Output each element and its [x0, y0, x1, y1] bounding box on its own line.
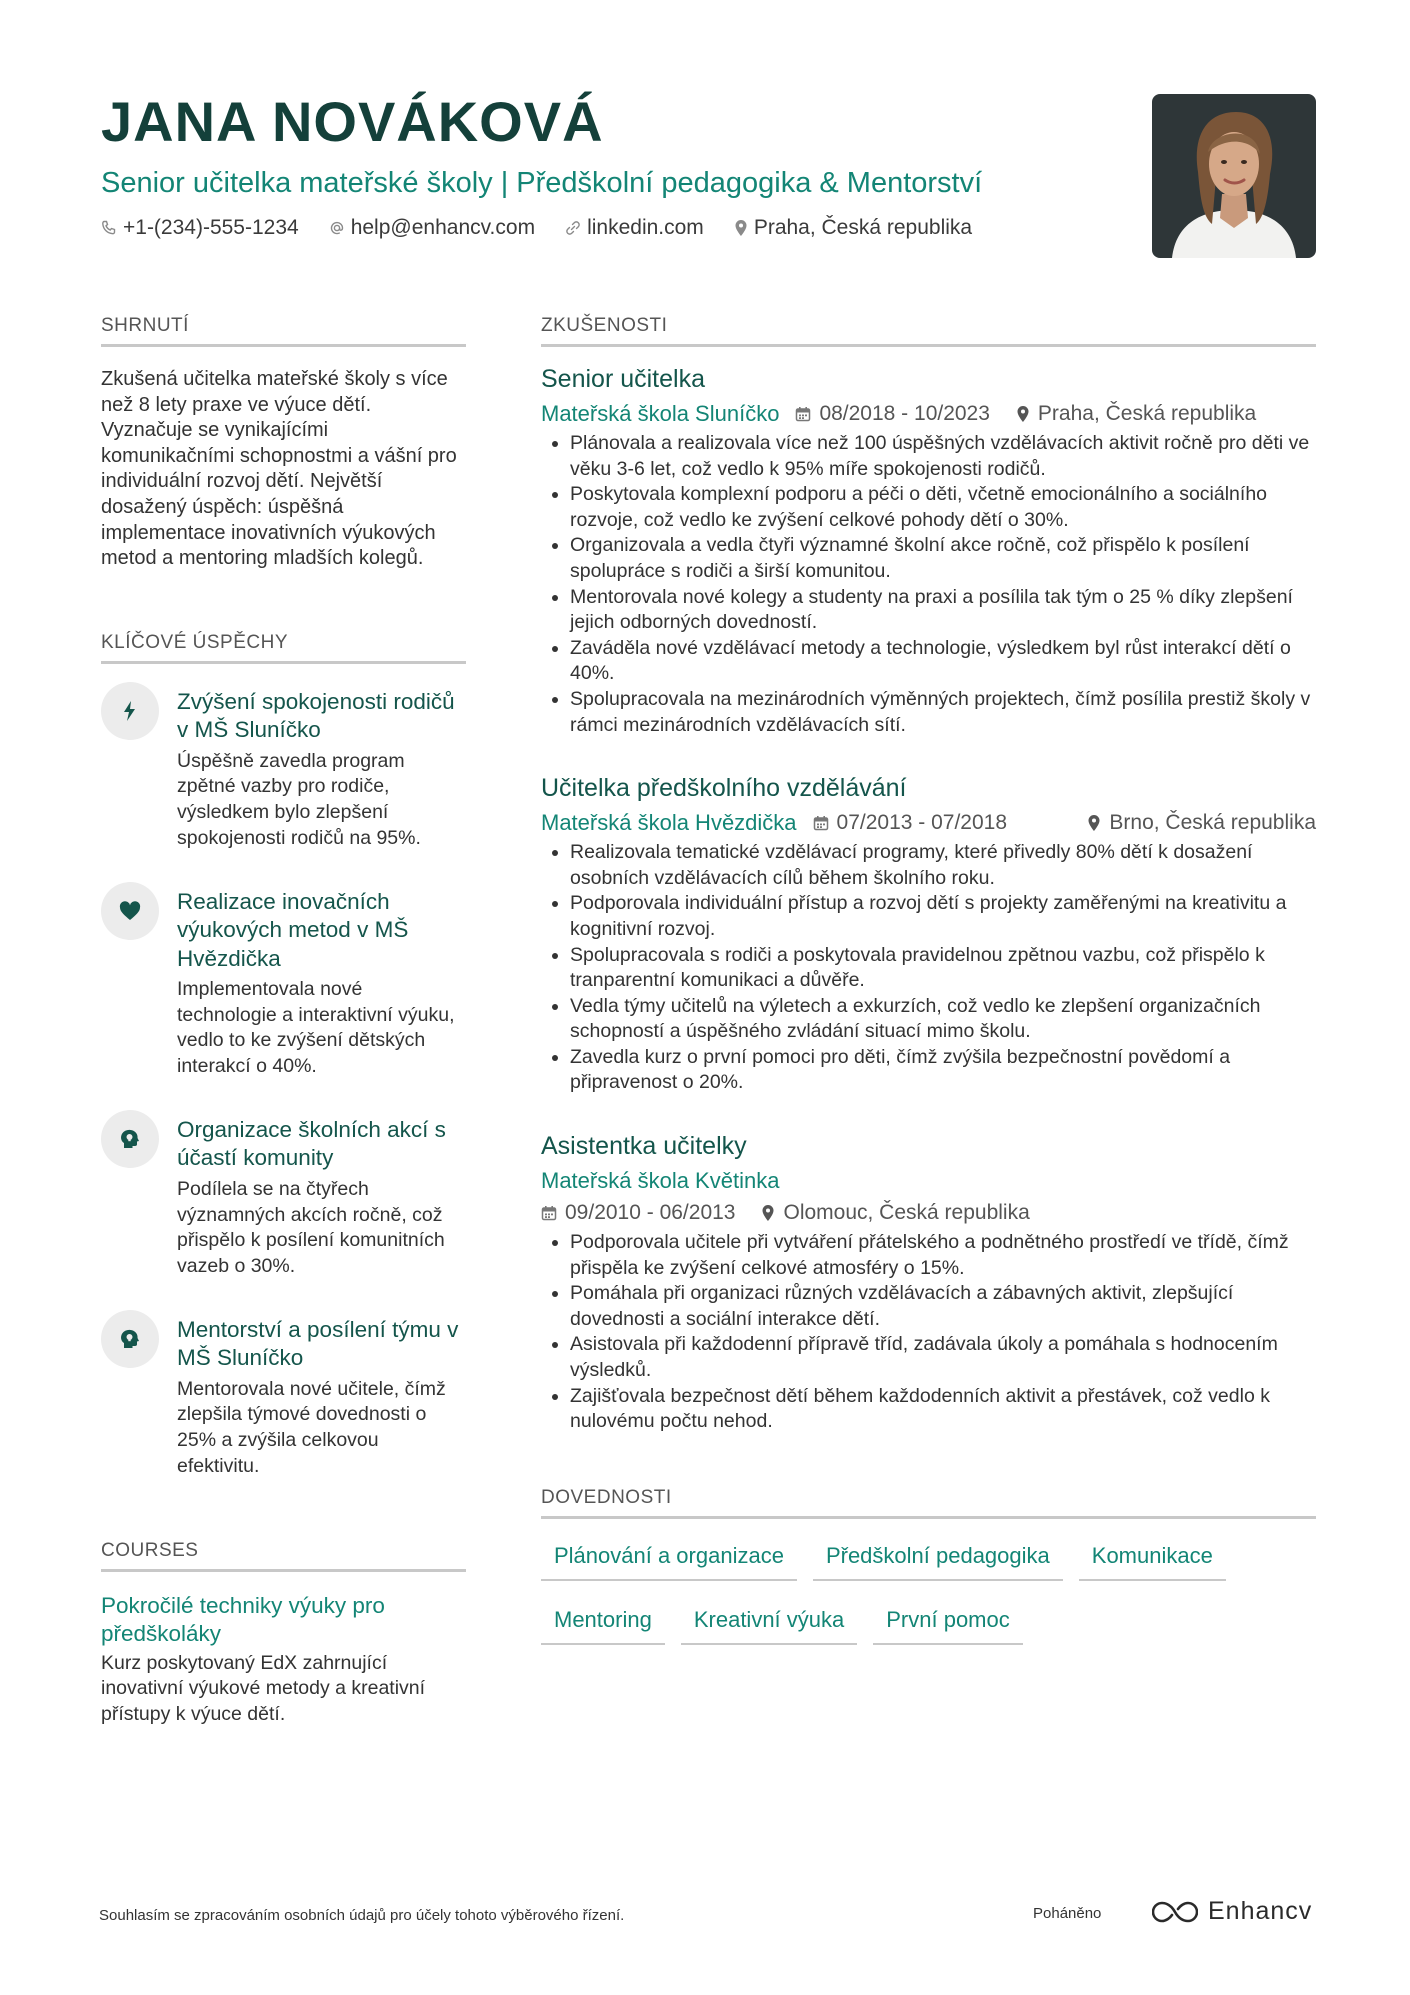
contact-phone[interactable]: [101, 216, 299, 240]
achievement-title: Mentorství a posílení týmu v MŠ Sluníčko: [177, 1316, 459, 1371]
summary-section: [101, 315, 466, 572]
bullet-item: • Spolupracovala s rodiči a poskytovala pravidelnou zpětnou vazbu, což přispělo k tranparentní komunikaci a důvěře.: [570, 943, 1316, 994]
job-dates-text: 08/2018 - 10/2023: [819, 402, 990, 425]
job-location: [761, 1198, 1029, 1228]
company-name: Mateřská škola Sluníčko: [541, 401, 780, 426]
bullet-item: • Pomáhala při organizaci různých vzdělávacích a zábavných aktivit, zlepšující dovednosti a sociální interakce dětí.: [570, 1281, 1316, 1332]
profile-photo: [1152, 94, 1316, 258]
location-pin-icon: [1016, 405, 1030, 423]
job-location: [1087, 808, 1316, 838]
calendar-icon: [795, 406, 811, 422]
achievement-title: Realizace inovačních výukových metod v MŠ Hvězdička: [177, 888, 409, 971]
experience-section: [541, 315, 1316, 1435]
resume-header: [101, 86, 1151, 240]
skill-tag: První pomoc: [873, 1605, 1023, 1645]
skills-section: [541, 1487, 1316, 1645]
achievement-desc: Implementovala nové technologie a interaktivní výuku, vedlo to ke zvýšení dětských interakcí o 40%.: [177, 978, 455, 1078]
email-text: help@enhancv.com: [350, 216, 536, 239]
heart-icon: [101, 882, 159, 940]
achievement-desc: Úspěšně zavedla program zpětné vazby pro rodiče, výsledkem bylo zlepšení spokojenosti rodičů na 95%.: [177, 749, 421, 849]
job-entry: [541, 363, 1316, 738]
course-title: Pokročilé techniky výuky pro předškoláky: [101, 1592, 385, 1646]
head-idea-icon: [101, 1310, 159, 1368]
job-bullets: [541, 1230, 1316, 1435]
bullet-item: • Zaváděla nové vzdělávací metody a technologie, výsledkem byl růst interakcí dětí o 40%.: [570, 636, 1316, 687]
link-icon: [565, 220, 581, 236]
job-title: Učitelka předškolního vzdělávání: [541, 774, 907, 803]
skills-heading: DOVEDNOSTI: [541, 1487, 1316, 1519]
company-name: Mateřská škola Květinka: [541, 1168, 780, 1194]
job-entry: [541, 772, 1316, 1096]
job-entry: [541, 1130, 1316, 1435]
bullet-item: • Zavedla kurz o první pomoci pro děti, čímž zvýšila bezpečnostní povědomí a připravenost o 20%.: [570, 1045, 1316, 1096]
skills-row: [541, 1541, 1316, 1581]
summary-text: Zkušená učitelka mateřské školy s více než 8 lety praxe ve výuce dětí. Vyznačuje se vynikajícími komunikačními schopnostmi a vášní pro individuální rozvoj dětí. Největší dosažený úspěch: úspěšná implementace inovativních výukových metod a mentoring mladších kolegů.: [101, 368, 457, 570]
bullet-item: • Asistovala při každodenní přípravě tříd, zadávala úkoly a pomáhala s hodnocením výsledků.: [570, 1332, 1316, 1383]
enhancv-logo-icon: [1152, 1900, 1198, 1924]
contact-email[interactable]: [329, 216, 535, 240]
company-name: Mateřská škola Hvězdička: [541, 810, 797, 836]
right-column: [541, 315, 1316, 1645]
enhancv-logo[interactable]: [1152, 1897, 1312, 1926]
contact-location: [734, 216, 972, 240]
achievement-item: [101, 688, 466, 852]
achievements-heading: KLÍČOVÉ ÚSPĚCHY: [101, 632, 466, 664]
job-dates-text: 07/2013 - 07/2018: [836, 811, 1008, 835]
bullet-item: • Vedla týmy učitelů na výletech a exkurzích, což vedlo ke zlepšení organizačních schopností a úspěšného zvládání situací mimo školu.: [570, 994, 1316, 1045]
bullet-item: • Organizovala a vedla čtyři významné školní akce ročně, což přispělo k posílení spolupráce s rodiči a širší komunitou.: [570, 533, 1316, 584]
job-dates: [541, 1198, 735, 1228]
achievement-item: [101, 888, 466, 1080]
job-meta: [541, 399, 1316, 429]
job-title: Senior učitelka: [541, 365, 705, 393]
course-desc: Kurz poskytovaný EdX zahrnující inovativní výukové metody a kreativní přístupy k výuce dětí.: [101, 1651, 426, 1725]
candidate-headline: Senior učitelka mateřské školy | Předškolní pedagogika & Mentorství: [101, 167, 983, 199]
bullet-item: • Poskytovala komplexní podporu a péči o děti, včetně emocionálního a sociálního rozvoje, což vedlo ke zvýšení celkové pohody dětí o 30%.: [570, 482, 1316, 533]
consent-text: Souhlasím se zpracováním osobních údajů pro účely tohoto výběrového řízení.: [99, 1907, 625, 1924]
achievement-title: Zvýšení spokojenosti rodičů v MŠ Sluníčko: [177, 688, 455, 743]
calendar-icon: [541, 1205, 557, 1221]
job-meta: [541, 1166, 1316, 1196]
enhancv-brand-text: Enhancv: [1208, 1897, 1313, 1925]
job-dates: [813, 808, 1007, 838]
job-location-text: Brno, Česká republika: [1109, 811, 1316, 835]
powered-by-text: Poháněno: [1033, 1905, 1102, 1922]
left-column: [101, 315, 466, 1728]
phone-text: +1-(234)-555-1234: [123, 216, 299, 239]
head-idea-icon: [101, 1110, 159, 1168]
job-location-text: Olomouc, Česká republika: [783, 1201, 1030, 1225]
location-text: Praha, Česká republika: [753, 216, 973, 239]
candidate-name: JANA NOVÁKOVÁ: [101, 90, 604, 153]
bullet-item: • Mentorovala nové kolegy a studenty na praxi a posílila tak tým o 25 % díky zlepšení jejich odborných dovedností.: [570, 585, 1316, 636]
contact-bar: [101, 216, 1151, 240]
skill-tag: Kreativní výuka: [681, 1605, 857, 1645]
job-dates: [795, 399, 989, 429]
bullet-item: • Plánovala a realizovala více než 100 úspěšných vzdělávacích aktivit ročně pro děti ve věku 3-6 let, což vedlo k 95% míře spokojenosti rodičů.: [570, 431, 1316, 482]
bullet-item: • Podporovala učitele při vytváření přátelského a podnětného prostředí ve třídě, čímž přispěla ke zvýšení celkové atmosféry o 15%.: [570, 1230, 1316, 1281]
calendar-icon: [813, 815, 829, 831]
courses-heading: COURSES: [101, 1540, 466, 1572]
achievement-desc: Mentorovala nové učitele, čímž zlepšila týmové dovednosti o 25% a zvýšila celkovou efektivitu.: [177, 1377, 446, 1477]
achievement-item: [101, 1316, 466, 1480]
skill-tag: Mentoring: [541, 1605, 665, 1645]
at-icon: [329, 220, 345, 236]
bullet-item: • Podporovala individuální přístup a rozvoj dětí s projekty zaměřenými na kreativitu a kognitivní rozvoj.: [570, 891, 1316, 942]
experience-heading: ZKUŠENOSTI: [541, 315, 1316, 347]
courses-section: [101, 1540, 466, 1728]
achievement-item: [101, 1116, 466, 1280]
skills-row: [541, 1605, 1316, 1645]
skill-tag: Plánování a organizace: [541, 1541, 797, 1581]
lightning-icon: [101, 682, 159, 740]
skill-tag: Předškolní pedagogika: [813, 1541, 1063, 1581]
job-dates-text: 09/2010 - 06/2013: [565, 1201, 736, 1225]
summary-heading: SHRNUTÍ: [101, 315, 466, 347]
bullet-item: • Spolupracovala na mezinárodních výměnných projektech, čímž posílila prestiž školy v rámci mezinárodních vzdělávacích sítí.: [570, 687, 1316, 738]
achievement-title: Organizace školních akcí s účastí komunity: [177, 1116, 446, 1171]
skill-tag: Komunikace: [1079, 1541, 1226, 1581]
job-title: Asistentka učitelky: [541, 1132, 747, 1161]
achievement-desc: Podílela se na čtyřech významných akcích ročně, což přispělo k posílení komunitních vazeb o 30%.: [177, 1177, 445, 1277]
bullet-item: • Realizovala tematické vzdělávací programy, které přivedly 80% dětí k dosažení osobních vzdělávacích cílů během školního roku.: [570, 840, 1316, 891]
achievements-section: [101, 632, 466, 1480]
job-meta: [541, 808, 1316, 838]
location-pin-icon: [761, 1204, 775, 1222]
location-pin-icon: [734, 219, 748, 237]
job-location-text: Praha, Česká republika: [1037, 402, 1257, 425]
contact-linkedin[interactable]: [565, 216, 704, 240]
phone-icon: [101, 220, 117, 236]
bullet-item: • Zajišťovala bezpečnost dětí během každodenních aktivit a přestávek, což vedlo k nulovému počtu nehod.: [570, 1384, 1316, 1435]
job-bullets: [541, 431, 1316, 738]
location-pin-icon: [1087, 814, 1101, 832]
job-bullets: [541, 840, 1316, 1096]
linkedin-text: linkedin.com: [587, 216, 704, 239]
job-location: [1016, 399, 1256, 429]
job-meta: [541, 1198, 1316, 1228]
